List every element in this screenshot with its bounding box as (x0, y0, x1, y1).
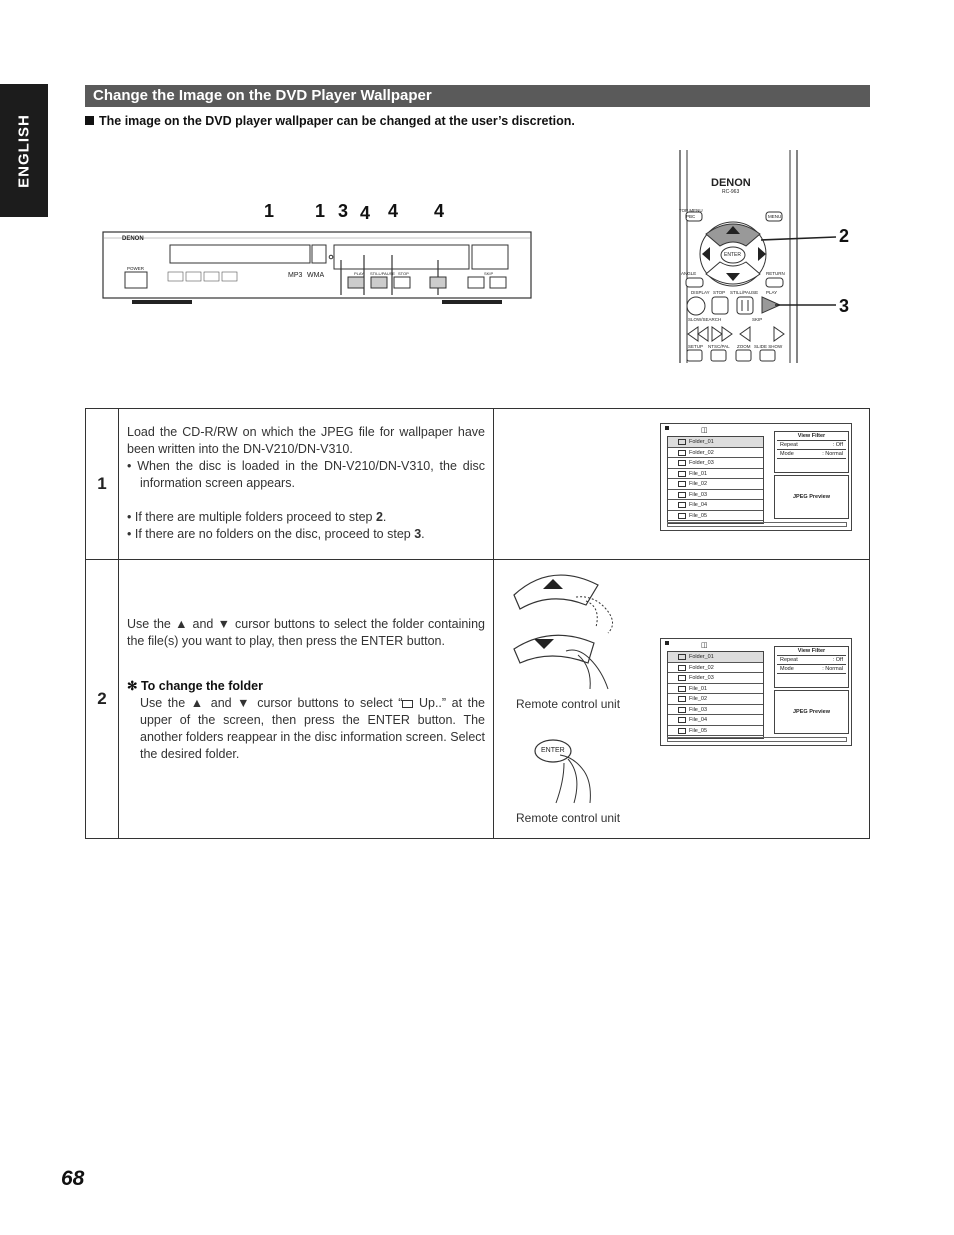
note-title: ✻ To change the folder (127, 679, 263, 693)
disc-info-screen-step2 (660, 638, 852, 746)
screen-bullet-icon (665, 641, 669, 645)
folder-icon (678, 460, 686, 466)
note-body: Use the ▲ and ▼ cursor buttons to select “ Up..” at the upper of the screen, then press the ENTER button. The another folders reappear in the disc information screen. Select the desired folder. (140, 696, 485, 761)
list-item[interactable]: Folder_01 (668, 652, 763, 663)
remote-menu-label: MENU (768, 214, 782, 219)
screen-bullet-icon (665, 426, 669, 430)
remote-pbc-label: PBC (686, 214, 696, 219)
player-illustration (102, 200, 542, 320)
remote-topmenu-label: TOP MENU (679, 208, 703, 213)
remote-slow-label: SLOW/SEARCH (688, 317, 722, 322)
remote-ntsc-label: NTSC/PAL (708, 344, 730, 349)
file-icon (678, 717, 686, 723)
file-icon (678, 513, 686, 519)
step1-bullet-2: • If there are multiple folders proceed to step 2. (127, 510, 387, 524)
list-item[interactable]: File_02 (668, 479, 763, 490)
remote-stop-label: STOP (713, 290, 726, 295)
player-mp3-label: MP3 (288, 272, 303, 279)
player-still-label: STILL/PAUSE (370, 271, 396, 276)
up-folder-icon (402, 700, 413, 708)
callout-1b: 1 (315, 201, 326, 221)
player-power-label: POWER (127, 266, 145, 271)
file-list (667, 436, 764, 524)
list-item[interactable]: File_03 (668, 490, 763, 501)
list-item[interactable]: File_04 (668, 500, 763, 511)
view-filter-panel (774, 431, 849, 473)
folder-icon (678, 675, 686, 681)
caption-remote-2: Remote control unit (516, 811, 621, 825)
player-front-panel-icon (102, 220, 542, 320)
callout-4b: 4 (388, 201, 399, 221)
remote-display-label: DISPLAY (691, 290, 710, 295)
callout-4a: 4 (360, 203, 371, 223)
callout-3-remote: 3 (839, 296, 850, 316)
file-icon (678, 696, 686, 702)
repeat-row: Repeat : Off (777, 656, 846, 665)
step1-paragraph: Load the CD-R/RW on which the JPEG file for wallpaper have been written into the DN-V210/DN-V310. (127, 425, 485, 456)
enter-button-hand-icon (534, 731, 614, 806)
caption-remote-1: Remote control unit (516, 697, 621, 711)
jpeg-preview: JPEG Preview (774, 475, 849, 519)
player-wma-label: WMA (307, 272, 325, 279)
step2-paragraph: Use the ▲ and ▼ cursor buttons to select the folder containing the file(s) you want to play, then press the ENTER button. (127, 617, 485, 648)
language-tab (0, 84, 48, 217)
remote-setup-label: SETUP (688, 344, 704, 349)
steps-table (85, 408, 870, 839)
remote-still-label: STILL/PAUSE (730, 290, 759, 295)
list-item[interactable]: File_02 (668, 694, 763, 705)
step-row-1 (86, 409, 869, 560)
file-icon (678, 686, 686, 692)
disc-icon: ◫ (701, 427, 708, 434)
remote-angle-label: ANGLE (681, 271, 697, 276)
list-item[interactable]: Folder_01 (668, 437, 763, 448)
cursor-buttons-hand-icon (506, 567, 636, 692)
step-row-2 (86, 559, 869, 838)
remote-control-icon (676, 150, 856, 365)
callout-4c: 4 (434, 201, 445, 221)
page-number: 68 (61, 1167, 85, 1190)
list-item[interactable]: Folder_03 (668, 458, 763, 469)
callout-1a: 1 (264, 201, 275, 221)
view-filter-title: View Filter (777, 647, 846, 656)
list-item[interactable]: File_04 (668, 715, 763, 726)
view-filter-title: View Filter (777, 432, 846, 441)
jpeg-preview: JPEG Preview (774, 690, 849, 734)
mode-row: Mode : Normal (777, 665, 846, 674)
step1-bullet-1: • When the disc is loaded in the DN-V210/DN-V310, the disc information screen appears. (127, 459, 485, 490)
player-play-label: PLAY (354, 271, 364, 276)
list-item[interactable]: File_05 (668, 726, 763, 737)
remote-zoom-label: ZOOM (737, 344, 751, 349)
list-item[interactable]: File_05 (668, 511, 763, 522)
enter-button-label: ENTER (541, 747, 565, 754)
mode-row: Mode : Normal (777, 450, 846, 459)
square-bullet-icon (85, 116, 94, 125)
list-item[interactable]: File_01 (668, 684, 763, 695)
list-item[interactable]: Folder_03 (668, 673, 763, 684)
player-brand: DENON (122, 236, 144, 242)
file-icon (678, 471, 686, 477)
player-skip-label: SKIP (484, 271, 494, 276)
remote-illustration (676, 150, 856, 365)
file-list (667, 651, 764, 739)
step1-bullet-3: • If there are no folders on the disc, proceed to step 3. (127, 527, 425, 541)
list-item[interactable]: File_03 (668, 705, 763, 716)
folder-icon (678, 450, 686, 456)
player-stop-label: STOP (398, 271, 409, 276)
remote-slide-label: SLIDE SHOW (754, 344, 783, 349)
section-title: Change the Image on the DVD Player Wallpaper (85, 85, 870, 107)
disc-icon: ◫ (701, 642, 708, 649)
section-subtitle: The image on the DVD player wallpaper can be changed at the user’s discretion. (85, 114, 575, 128)
screen-status-bar (667, 522, 847, 527)
callout-3: 3 (338, 201, 349, 221)
file-icon (678, 502, 686, 508)
remote-model: RC-963 (722, 189, 740, 195)
file-icon (678, 728, 686, 734)
list-item[interactable]: Folder_02 (668, 663, 763, 674)
folder-icon (678, 439, 686, 445)
list-item[interactable]: File_01 (668, 469, 763, 480)
disc-info-screen (660, 423, 852, 531)
folder-icon (678, 654, 686, 660)
remote-brand: DENON (711, 177, 751, 189)
list-item[interactable]: Folder_02 (668, 448, 763, 459)
view-filter-panel (774, 646, 849, 688)
screen-status-bar (667, 737, 847, 742)
language-label: ENGLISH (15, 113, 33, 188)
step-number: 2 (97, 689, 107, 708)
remote-skip-label: SKIP (752, 317, 763, 322)
remote-play-label: PLAY (766, 290, 778, 295)
repeat-row: Repeat : Off (777, 441, 846, 450)
folder-icon (678, 665, 686, 671)
file-icon (678, 492, 686, 498)
remote-enter-label: ENTER (724, 252, 741, 258)
remote-return-label: RETURN (766, 271, 785, 276)
step-number: 1 (97, 474, 107, 493)
callout-2: 2 (839, 226, 850, 246)
file-icon (678, 481, 686, 487)
file-icon (678, 707, 686, 713)
